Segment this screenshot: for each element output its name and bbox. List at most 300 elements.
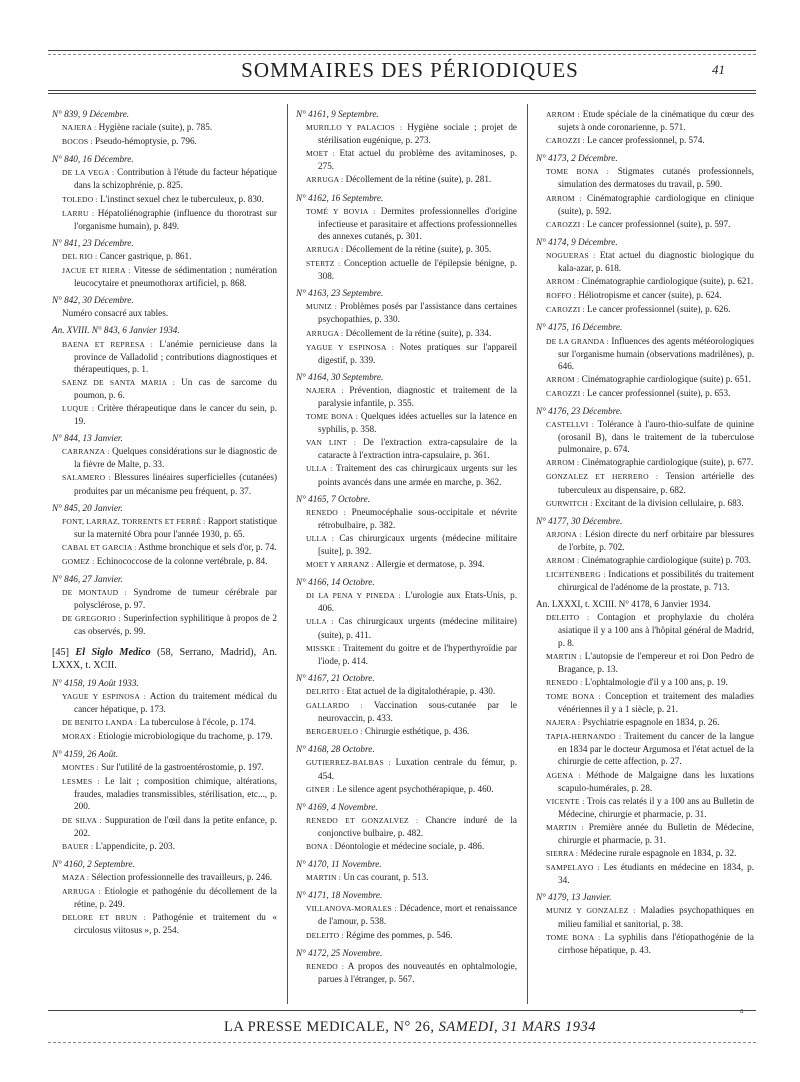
- article-author: DE GREGORIO :: [62, 614, 121, 624]
- article-title: Cancer gastrique, p. 861.: [97, 250, 192, 261]
- article-title: De l'extraction extra-capsulaire de la cataracte à l'extraction intra-capsulaire, p. 361.: [318, 437, 517, 461]
- article-entry: [546, 528, 754, 553]
- article-title: Régime des pommes, p. 546.: [343, 929, 453, 940]
- article-title: Echinococcose de la colonne vertébrale, p. 84.: [94, 556, 268, 566]
- article-title: Vaccination sous-cutanée par le neurovaccin, p. 433.: [318, 700, 517, 724]
- article-title: Chancre induré de la conjonctive bulbaire, p. 482.: [318, 814, 517, 838]
- article-author: JACUE ET RIERA :: [62, 266, 131, 276]
- article-title: Stigmates cutanés professionnels, simulation des dermatoses du travail, p. 590.: [558, 166, 754, 190]
- article-author: NAJERA :: [546, 718, 581, 728]
- article-entry: [62, 814, 277, 839]
- article-author: ULLA :: [306, 533, 335, 543]
- article-entry: [546, 373, 754, 386]
- article-title: Décollement de la rétine (suite), p. 305.: [343, 243, 492, 254]
- article-author: MARTIN :: [306, 873, 342, 883]
- article-entry: [546, 418, 754, 455]
- article-title: La tuberculose à l'école, p. 174.: [137, 716, 256, 727]
- article-author: ARJONA :: [546, 529, 582, 539]
- column-3: [536, 108, 754, 957]
- article-title: Hygiène raciale (suite), p. 785.: [96, 122, 213, 133]
- page-number: 41: [712, 62, 725, 77]
- article-entry: [306, 699, 517, 724]
- issue-heading: N° 4160, 2 Septembre.: [52, 858, 135, 869]
- article-author: MAZA :: [62, 872, 90, 882]
- article-author: LARRU :: [62, 208, 95, 218]
- article-entry: [306, 756, 517, 781]
- article-entry: [62, 121, 277, 134]
- issue-heading: N° 4165, 7 Octobre.: [296, 493, 371, 504]
- article-author: DE LA GRANDA :: [546, 336, 609, 346]
- article-entry: [62, 471, 277, 496]
- article-author: LESMES :: [62, 777, 100, 787]
- article-author: MOET :: [306, 149, 335, 159]
- article-title: Cinématographie cardiologique (suite) p. 703.: [579, 555, 751, 565]
- article-author: MARTIN :: [546, 822, 584, 832]
- article-author: CAROZZI :: [546, 136, 585, 146]
- article-author: MISSKE :: [306, 643, 341, 653]
- issue-heading: N° 4162, 16 Septembre.: [296, 192, 384, 203]
- article-title: Influences des agents météorologiques sur l'organisme humain (observations madrilènes), p. 646.: [558, 335, 754, 371]
- article-title: Allergie et dermatose, p. 394.: [373, 559, 485, 570]
- article-title: Luxation centrale du fémur, p. 454.: [318, 757, 518, 781]
- article-title: Pseudo-hémoptysie, p. 796.: [92, 136, 197, 147]
- article-entry: [306, 257, 517, 282]
- article-author: DE BENITO LANDA :: [62, 717, 138, 727]
- article-title: Le cancer professionnel (suite), p. 626.: [584, 304, 731, 315]
- article-title: Les étudiants en médecine en 1834, p. 34.: [558, 862, 754, 886]
- article-title: Etat actuel de la digitalothérapie, p. 430.: [344, 685, 496, 696]
- header-rule: [48, 90, 756, 91]
- article-entry: [62, 612, 277, 637]
- article-title: A propos des nouveautés en ophtalmologie, parues à l'étranger, p. 567.: [318, 960, 517, 984]
- article-author: STERTZ :: [306, 259, 341, 269]
- journal-heading: [52, 646, 277, 672]
- footer-journal: LA PRESSE MEDICALE,: [223, 1019, 390, 1035]
- article-entry: [306, 814, 517, 839]
- article-title: Problèmes posés par l'assistance dans certaines psychopathies, p. 330.: [318, 301, 517, 325]
- article-entry: [62, 586, 277, 611]
- article-author: SALAMERO :: [62, 473, 111, 483]
- issue-heading: N° 844, 13 Janvier.: [52, 433, 123, 444]
- column-divider-1: [287, 104, 288, 1004]
- article-entry: [62, 716, 277, 729]
- article-title: Notes pratiques sur l'appareil digestif, p. 339.: [318, 341, 517, 365]
- article-title: Trois cas relatés il y a 100 ans au Bulletin de Médecine, chirurgie et pharmacie, p. 31.: [558, 795, 754, 819]
- article-title: Décollement de la rétine (suite), p. 334.: [343, 327, 492, 338]
- article-title: Hygiène sociale ; projet de stérilisation eugénique, p. 273.: [318, 122, 518, 146]
- article-author: CAROZZI :: [546, 219, 585, 229]
- article-title: L'urologie aux Etats-Unis, p. 406.: [318, 590, 518, 614]
- article-author: LICHTENBERG :: [546, 570, 606, 580]
- issue-heading: N° 4170, 11 Novembre.: [296, 859, 382, 870]
- article-entry: [306, 384, 517, 409]
- article-entry: [62, 690, 277, 715]
- issue-heading: N° 4179, 13 Janvier.: [536, 892, 612, 903]
- issue-heading: N° 4167, 21 Octobre.: [296, 672, 375, 683]
- article-entry: [306, 341, 517, 366]
- article-author: SIERRA :: [546, 849, 579, 859]
- article-author: FONT, LARRAZ, TORRENTS ET FERRÉ :: [62, 516, 206, 526]
- issue-heading: N° 4169, 4 Novembre.: [296, 801, 378, 812]
- article-title: Le cancer professionnel, p. 574.: [584, 135, 705, 146]
- article-author: DELRITO :: [306, 686, 345, 696]
- article-entry: [306, 615, 517, 640]
- article-title: Cas chirurgicaux urgents (médecine militaire) (suite), p. 411.: [318, 616, 517, 640]
- article-title: Superinfection syphilitique à propos de 2 cas observés, p. 99.: [74, 613, 277, 637]
- article-author: GUTIERREZ-BALBAS :: [306, 758, 391, 768]
- article-entry: [306, 173, 517, 186]
- article-author: BAUER :: [62, 841, 94, 851]
- article-author: TOME BONA :: [546, 167, 610, 177]
- article-author: DEL RIO :: [62, 251, 98, 261]
- article-author: NAJERA :: [306, 385, 344, 395]
- article-author: TOLEDO :: [62, 194, 98, 204]
- article-title: Action du traitement médical du cancer hépatique, p. 173.: [74, 690, 277, 714]
- article-author: TAPIA-HERNANDO :: [546, 732, 622, 742]
- article-title: Quelques idées actuelles sur la latence en syphilis, p. 358.: [318, 411, 517, 435]
- article-entry: [306, 871, 517, 884]
- article-entry: [546, 861, 754, 886]
- article-title: Syndrome de tumeur cérébrale par polysclérose, p. 97.: [74, 587, 277, 611]
- article-entry: [306, 147, 517, 172]
- article-title: Tolérance à l'auro-thio-sulfate de quinine (orosanil B), dans le traitement de la tuberculose pulmonaire, p. 674.: [558, 419, 754, 455]
- article-author: GURWITCH :: [546, 498, 593, 508]
- issue-heading: N° 4174, 9 Décembre.: [536, 236, 618, 247]
- article-title: Contagion et prophylaxie du choléra asiatique il y a 100 ans à l'hôpital général de Madrid, p. 8.: [558, 612, 754, 648]
- issue-heading: N° 4176, 23 Décembre.: [536, 405, 623, 416]
- article-entry: [546, 904, 754, 929]
- article-entry: [306, 589, 517, 614]
- article-entry: [546, 769, 754, 794]
- article-entry: [306, 300, 517, 325]
- article-entry: [306, 506, 517, 531]
- article-entry: [62, 445, 277, 470]
- issue-heading: N° 4158, 19 Août 1933.: [52, 677, 139, 688]
- article-title: Etiologie et pathogénie du décollement de la rétine, p. 249.: [74, 885, 277, 910]
- article-entry: [62, 376, 277, 401]
- article-title: Conception actuelle de l'épilepsie bénigne, p. 308.: [318, 258, 517, 282]
- journal-number: [45]: [52, 646, 69, 658]
- article-author: BAENA ET REPRESA :: [62, 339, 153, 349]
- article-entry: [62, 871, 277, 884]
- article-entry: [546, 249, 754, 274]
- article-author: CAROZZI :: [546, 388, 585, 398]
- article-title: Conception et traitement des maladies vénériennes il y a 1 siècle, p. 21.: [558, 690, 754, 715]
- article-author: MURILLO Y PALACIOS :: [306, 123, 403, 133]
- article-title: L'ophtalmologie d'il y a 100 ans, p. 19.: [582, 676, 728, 687]
- article-entry: [62, 730, 277, 743]
- article-title: Quelques considérations sur le diagnostic de la fièvre de Malte, p. 33.: [74, 446, 277, 470]
- article-title: Cinématographie cardiologique (suite), p. 677.: [579, 457, 754, 468]
- article-author: RENEDO :: [546, 677, 583, 687]
- article-title: Critère thérapeutique dans le cancer du sein, p. 19.: [74, 402, 277, 427]
- article-entry: [306, 902, 517, 927]
- article-title: Le silence agent psychothérapique, p. 460.: [334, 783, 494, 794]
- article-entry: [546, 456, 754, 469]
- article-entry: [546, 716, 754, 729]
- page-title: SOMMAIRES DES PÉRIODIQUES: [241, 58, 579, 82]
- article-entry: [306, 410, 517, 435]
- article-title: Chirurgie esthétique, p. 436.: [362, 726, 470, 737]
- article-entry: [62, 840, 277, 853]
- article-entry: [546, 218, 754, 231]
- article-entry: [546, 847, 754, 860]
- article-entry: [62, 135, 277, 148]
- article-entry: [306, 840, 517, 853]
- article-title: Sur l'utilité de la gastroentérostomie, p. 197.: [98, 762, 264, 773]
- article-title: Vitesse de sédimentation ; numération leucocytaire et pneumothorax artificiel, p. 868.: [74, 265, 278, 289]
- footer-date: SAMEDI, 31 MARS 1934: [438, 1019, 597, 1035]
- issue-heading: N° 4172, 25 Novembre.: [296, 947, 383, 958]
- article-entry: [546, 108, 754, 133]
- article-title: Hépatoliénographie (influence du thorotrast sur l'organisme humain), p. 849.: [74, 207, 277, 231]
- article-author: MOET Y ARRANZ :: [306, 560, 374, 570]
- article-title: Blessures linéaires superficielles (cutanées) produites par un mécanisme peu fréquent, p. 37.: [74, 472, 278, 496]
- issue-heading: An. XVIII. N° 843, 6 Janvier 1934.: [52, 325, 180, 336]
- article-author: NOGUERAS :: [546, 250, 596, 260]
- article-entry: [546, 289, 754, 302]
- article-author: VILLANOVA-MORALES :: [306, 904, 397, 914]
- article-author: TOME BONA :: [306, 412, 358, 422]
- article-title: Décadence, mort et renaissance de l'amour, p. 538.: [318, 903, 517, 927]
- article-title: L'autopsie de l'empereur et roi Don Pedro de Bragance, p. 13.: [558, 650, 755, 674]
- article-title: Rapport statistique sur la maternité Obra pour l'année 1930, p. 65.: [74, 515, 277, 539]
- issue-heading: N° 841, 23 Décembre.: [52, 237, 134, 248]
- issue-heading: N° 4161, 9 Septembre.: [296, 109, 379, 119]
- article-author: MUNIZ :: [306, 302, 338, 312]
- article-author: CAROZZI :: [546, 305, 585, 315]
- article-title: Excitant de la division cellulaire, p. 683.: [592, 497, 744, 508]
- issue-heading: N° 4173, 2 Décembre.: [536, 153, 618, 164]
- journal-address: (58, Serrano, Madrid), An. LXXX, t. XCII.: [52, 646, 277, 671]
- article-entry: [546, 134, 754, 147]
- article-entry: [306, 462, 517, 487]
- article-author: BOCOS :: [62, 137, 93, 147]
- article-author: DE SILVA :: [62, 815, 102, 825]
- article-entry: [306, 929, 517, 942]
- column-divider-2: [527, 104, 528, 1004]
- article-author: GOMEZ :: [62, 557, 95, 566]
- article-entry: [546, 192, 754, 217]
- article-author: YAGUE Y ESPINOSA :: [62, 691, 147, 701]
- article-entry: [62, 402, 277, 427]
- article-entry: [306, 436, 517, 461]
- article-author: VAN LINT :: [306, 438, 357, 448]
- article-title: Un cas de sarcome du poumon, p. 6.: [74, 376, 277, 400]
- article-entry: [546, 303, 754, 316]
- journal-name: El Siglo Medico: [75, 646, 151, 658]
- article-title: Suppuration de l'œil dans la petite enfance, p. 202.: [74, 814, 277, 838]
- article-title: Psychiatrie espagnole en 1834, p. 26.: [580, 717, 720, 728]
- issue-heading: N° 4163, 23 Septembre.: [296, 288, 384, 299]
- article-title: Première année du Bulletin de Médecine, chirurgie et pharmacie, p. 31.: [558, 821, 755, 845]
- article-entry: [546, 335, 754, 372]
- article-entry: [62, 193, 277, 206]
- article-author: ARROM :: [546, 556, 580, 565]
- article-title: Décollement de la rétine (suite), p. 281.: [343, 174, 492, 185]
- article-author: MARTIN :: [546, 651, 582, 661]
- article-author: TOME BONA :: [546, 691, 601, 701]
- article-author: YAGUE Y ESPINOSA :: [306, 342, 395, 352]
- issue-heading: N° 4168, 28 Octobre.: [296, 744, 375, 755]
- issue-heading: N° 4166, 14 Octobre.: [296, 577, 375, 588]
- article-title: Maladies psychopathiques en milieu familial et sanitorial, p. 38.: [558, 905, 754, 929]
- article-title: Pneumocéphalie sous-occipitale et névrite rétrobulbaire, p. 382.: [318, 506, 517, 530]
- article-author: RENEDO ET GONZALVEZ :: [306, 815, 419, 825]
- article-entry: [306, 558, 517, 571]
- article-author: ARROM :: [546, 277, 580, 287]
- article-entry: [306, 783, 517, 796]
- top-rule: [48, 50, 756, 51]
- article-author: SAMPELAYO :: [546, 863, 600, 873]
- article-title: Cas chirurgicaux urgents (médecine militaire [suite], p. 392.: [318, 532, 517, 556]
- article-entry: [62, 166, 277, 191]
- article-author: CABAL ET GARCIA :: [62, 542, 137, 552]
- article-title: L'appendicite, p. 203.: [93, 840, 175, 851]
- article-entry: [546, 497, 754, 510]
- article-entry: [306, 205, 517, 242]
- article-author: MORAX :: [62, 731, 96, 741]
- article-title: Traitement du goitre et de l'hyperthyroïdie par l'iode, p. 414.: [318, 642, 517, 666]
- article-title: Prévention, diagnostic et traitement de la paralysie infantile, p. 355.: [318, 384, 517, 408]
- page-footer: [150, 1019, 670, 1036]
- article-title: Cinématographie cardiologique (suite) p. 651.: [579, 373, 751, 384]
- article-title: Tension artérielle des tuberculeux au dispensaire, p. 682.: [558, 471, 754, 495]
- column-2: [296, 108, 517, 986]
- article-title: Méthode de Malgaigne dans les luxations scapulo-humérales, p. 28.: [558, 769, 754, 793]
- article-author: BONA :: [306, 841, 333, 851]
- article-entry: [546, 568, 754, 593]
- article-title: Etat actuel du problème des avitaminoses, p. 275.: [318, 148, 517, 172]
- article-author: ROFFO :: [546, 291, 576, 301]
- article-author: MUNIZ Y GONZALEZ :: [546, 906, 636, 916]
- article-author: GINER :: [306, 784, 335, 794]
- article-entry: [62, 885, 277, 910]
- article-title: Etat actuel du diagnostic biologique du kala-azar, p. 618.: [558, 249, 754, 274]
- article-entry: [546, 676, 754, 689]
- article-author: DELEITO :: [306, 930, 344, 940]
- article-entry: [546, 690, 754, 715]
- issue-note: Numéro consacré aux tables.: [62, 308, 169, 319]
- article-title: Contribution à l'étude du facteur hépatique dans la schizophrénie, p. 825.: [74, 167, 277, 191]
- article-title: Le lait ; composition chimique, altérations, fraudes, maladies transmissibles, stérilisation, etc..., p. 200.: [74, 776, 277, 812]
- issue-heading: N° 840, 16 Décembre.: [52, 154, 134, 165]
- article-title: Le cancer professionnel (suite), p. 597.: [584, 218, 731, 229]
- article-author: VICENTE :: [546, 796, 585, 806]
- article-title: Cinématographie cardiologique (suite), p. 621.: [579, 276, 754, 287]
- article-title: Héliotropisme et cancer (suite), p. 624.: [575, 290, 722, 301]
- article-entry: [546, 931, 754, 956]
- article-entry: [62, 911, 277, 936]
- article-author: GALLARDO :: [306, 701, 363, 711]
- article-author: ARROM :: [546, 193, 582, 203]
- article-author: DE LA VEGA :: [62, 168, 115, 178]
- article-title: Pathogénie et traitement du « circulosus viitosus », p. 254.: [74, 912, 277, 936]
- article-entry: [306, 532, 517, 557]
- article-author: TOMÉ Y BOVIA :: [306, 206, 376, 216]
- issue-heading: N° 4164, 30 Septembre.: [296, 371, 384, 382]
- article-author: GONZALEZ ET HERRERO :: [546, 472, 659, 482]
- article-author: MONTES :: [62, 763, 99, 773]
- article-author: ARRUGA :: [306, 175, 344, 185]
- article-title: Asthme bronchique et sels d'or, p. 74.: [136, 541, 277, 552]
- issue-heading: N° 839, 9 Décembre.: [52, 109, 130, 119]
- article-author: DELEITO :: [546, 613, 590, 623]
- issue-heading: N° 4177, 30 Décembre.: [536, 515, 623, 526]
- top-dash-rule: [48, 54, 756, 55]
- article-title: Dermites professionnelles d'origine infectieuse et parasitaire et affections professionnelles des annexes cutanés, p. 301.: [318, 205, 518, 241]
- issue-heading: An. LXXXI, t. XCIII. N° 4178, 6 Janvier 1934.: [536, 599, 711, 610]
- article-entry: [62, 555, 277, 568]
- article-author: BERGERUELO :: [306, 727, 363, 737]
- article-entry: [306, 960, 517, 985]
- article-entry: [546, 554, 754, 567]
- article-entry: [546, 387, 754, 400]
- issue-heading: N° 845, 20 Janvier.: [52, 502, 123, 513]
- article-author: AGENA :: [546, 770, 581, 780]
- article-entry: [306, 642, 517, 667]
- article-title: La syphilis dans l'étiopathogénie de la cirrhose hépatique, p. 43.: [558, 931, 754, 955]
- article-entry: [62, 541, 277, 554]
- article-author: NAJERA :: [62, 123, 97, 133]
- article-entry: [62, 775, 277, 812]
- article-title: L'instinct sexuel chez le tuberculeux, p. 830.: [97, 193, 264, 204]
- corner-mark: a: [740, 1006, 744, 1015]
- article-title: Etude spéciale de la cinématique du cœur des sujets à onde coronarienne, p. 571.: [558, 109, 754, 133]
- issue-heading: N° 4175, 16 Décembre.: [536, 322, 623, 333]
- article-entry: [546, 821, 754, 846]
- article-entry: [306, 243, 517, 256]
- article-author: ARROM :: [546, 458, 580, 468]
- article-title: Déontologie et médecine sociale, p. 486.: [332, 840, 485, 851]
- article-title: Sélection professionnelle des travailleurs, p. 246.: [89, 871, 273, 882]
- article-author: DI LA PENA Y PINEDA :: [306, 591, 401, 601]
- article-title: Traitement des cas chirurgicaux urgents sur les points avancés dans une armée en marche, p. 362.: [318, 463, 517, 487]
- article-title: L'anémie pernicieuse dans la province de Valladolid ; contributions diagnostiques et thérapeutiques, p. 1.: [74, 338, 277, 374]
- article-entry: [62, 264, 277, 289]
- article-author: CARRANZA :: [62, 447, 110, 457]
- article-author: ARROM :: [546, 110, 580, 119]
- article-title: Lésion directe du nerf orbitaire par blessures de l'orbite, p. 702.: [558, 528, 754, 552]
- article-author: TOME BONA :: [546, 932, 601, 942]
- article-author: ULLA :: [306, 464, 333, 474]
- article-entry: [306, 327, 517, 340]
- article-author: DELORE ET BRUN :: [62, 913, 146, 923]
- article-title: Le cancer professionnel (suite), p. 653.: [584, 387, 731, 398]
- article-entry: [62, 338, 277, 375]
- issue-heading: N° 842, 30 Décembre.: [52, 295, 134, 306]
- article-entry: [306, 725, 517, 738]
- article-author: RENEDO :: [306, 961, 345, 971]
- article-entry: [546, 795, 754, 820]
- article-entry: [546, 611, 754, 648]
- column-1: [52, 108, 277, 937]
- issue-heading: N° 846, 27 Janvier.: [52, 574, 123, 585]
- article-title: Etiologie microbiologique du trachome, p. 179.: [95, 730, 273, 741]
- footer-issue: N° 26,: [393, 1019, 435, 1035]
- article-title: Traitement du cancer de la langue en 1834 par le docteur Argumosa et l'état actuel de la chirurgie de cette affection, p. 27.: [558, 731, 754, 767]
- article-author: ARRUGA :: [62, 886, 101, 896]
- article-title: Indications et possibilités du traitement chirurgical de l'adénome de la prostate, p. 713.: [558, 569, 755, 593]
- article-author: RENEDO :: [306, 507, 346, 517]
- article-author: ULLA :: [306, 617, 334, 627]
- article-title: Cinématographie cardiologique en clinique (suite), p. 592.: [558, 192, 754, 216]
- bottom-dash-rule: [48, 1042, 756, 1043]
- article-entry: [306, 685, 517, 698]
- article-entry: [306, 121, 517, 146]
- article-entry: [546, 730, 754, 767]
- article-entry: [62, 761, 277, 774]
